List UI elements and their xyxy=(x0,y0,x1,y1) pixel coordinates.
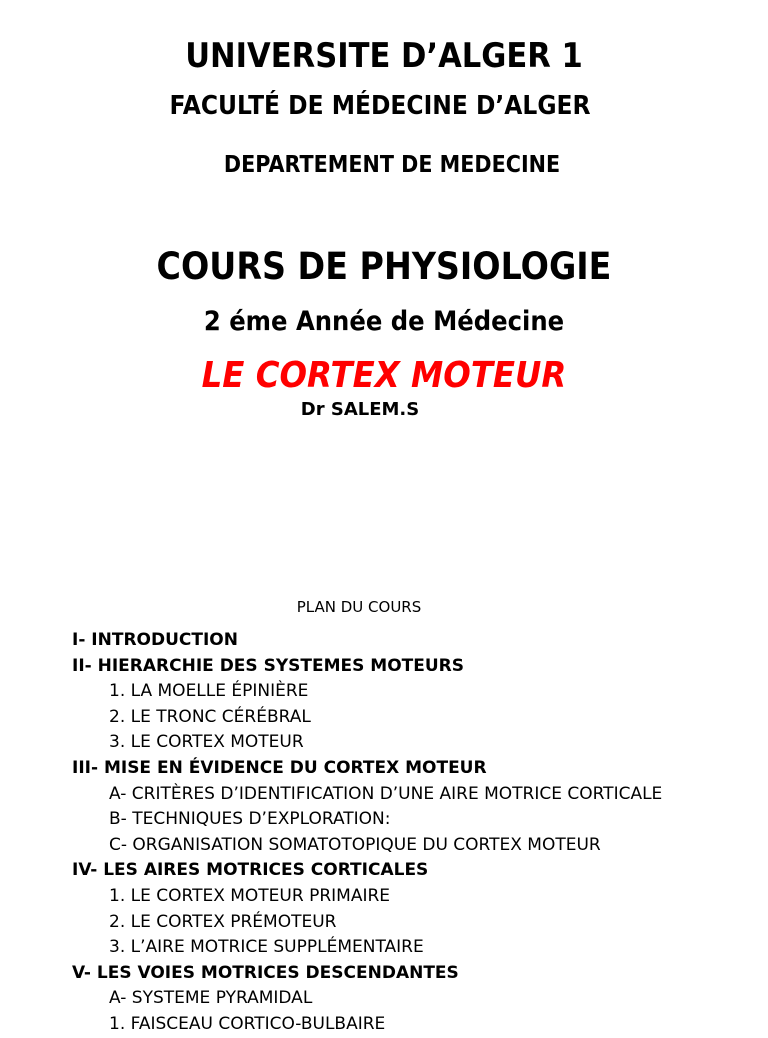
faculty-name: FACULTÉ DE MÉDECINE D’ALGER xyxy=(169,91,591,121)
toc-section: I- INTRODUCTION xyxy=(72,630,238,650)
toc-subsection: 2. LE CORTEX PRÉMOTEUR xyxy=(109,911,337,932)
toc-subsection: 1. LE CORTEX MOTEUR PRIMAIRE xyxy=(109,885,391,906)
toc-section: IV- LES AIRES MOTRICES CORTICALES xyxy=(72,860,429,881)
toc-section: II- HIERARCHIE DES SYSTEMES MOTEURS xyxy=(72,655,464,676)
toc-subsection: 2. LE TRONC CÉRÉBRAL xyxy=(109,706,311,727)
university-name: UNIVERSITE D’ALGER 1 xyxy=(185,36,583,76)
toc-subsection: A- SYSTEME PYRAMIDAL xyxy=(109,988,313,1009)
department-name: DEPARTEMENT DE MEDECINE xyxy=(223,152,561,178)
toc-subsection: C- ORGANISATION SOMATOTOPIQUE DU CORTEX MOTEUR xyxy=(109,834,601,855)
author-name: Dr SALEM.S xyxy=(300,399,420,420)
lecture-topic: LE CORTEX MOTEUR xyxy=(201,355,567,396)
toc-subsection: 3. L’AIRE MOTRICE SUPPLÉMENTAIRE xyxy=(109,937,424,958)
course-title: COURS DE PHYSIOLOGIE xyxy=(156,245,612,288)
toc-subsection: 3. LE CORTEX MOTEUR xyxy=(109,732,304,753)
toc-section: V- LES VOIES MOTRICES DESCENDANTES xyxy=(72,962,459,983)
table-of-contents xyxy=(72,628,662,1038)
toc-section: III- MISE EN ÉVIDENCE DU CORTEX MOTEUR xyxy=(72,757,487,778)
toc-subsection: 1. FAISCEAU CORTICO-BULBAIRE xyxy=(109,1013,386,1034)
course-year: 2 éme Année de Médecine xyxy=(203,306,565,337)
toc-subsection: A- CRITÈRES D’IDENTIFICATION D’UNE AIRE MOTRICE CORTICALE xyxy=(109,783,663,804)
toc-subsection: B- TECHNIQUES D’EXPLORATION: xyxy=(109,809,391,830)
toc-subsection: 1. LA MOELLE ÉPINIÈRE xyxy=(109,681,309,702)
plan-heading: PLAN DU COURS xyxy=(296,598,422,616)
